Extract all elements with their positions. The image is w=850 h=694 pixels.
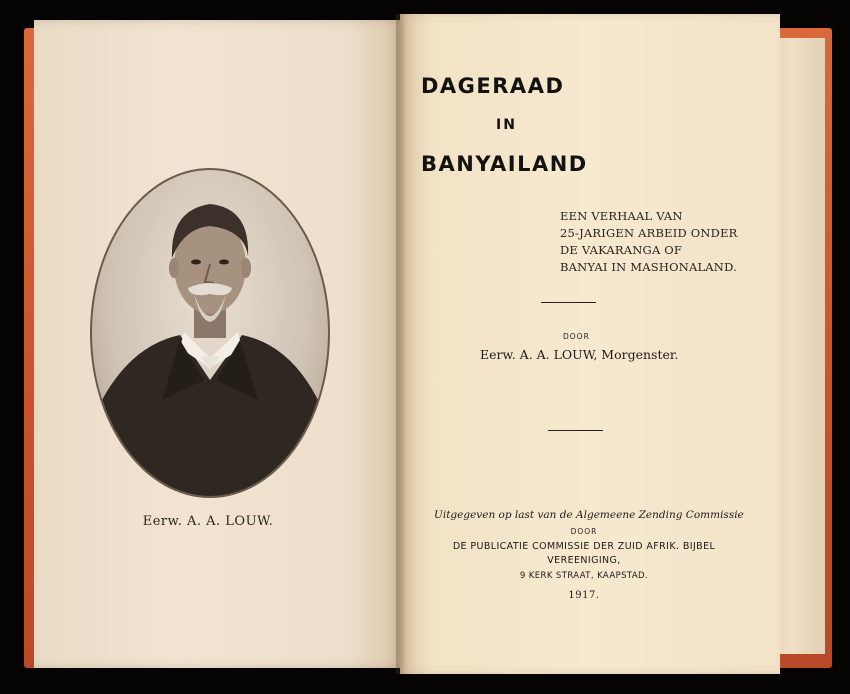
published-on-behalf: Uitgegeven op last van de Algemeene Zending Commissie <box>434 509 744 521</box>
title-in: IN <box>496 117 517 133</box>
subtitle-line: BANYAI IN MASHONALAND. <box>560 260 737 274</box>
divider-rule <box>548 430 603 431</box>
subtitle <box>560 208 738 276</box>
subtitle-line: 25-JARIGEN ARBEID ONDER <box>560 226 738 240</box>
subtitle-line: EEN VERHAAL VAN <box>560 209 683 223</box>
spine-gutter <box>396 14 406 674</box>
door-label: DOOR <box>563 332 590 341</box>
publisher-name <box>434 540 734 568</box>
author-portrait <box>90 168 330 498</box>
door-label: DOOR <box>570 527 598 536</box>
publisher-address: 9 KERK STRAAT, KAAPSTAD. <box>519 571 649 581</box>
publisher-line: VEREENIGING, <box>547 555 621 566</box>
publisher-line: DE PUBLICATIE COMMISSIE DER ZUID AFRIK. BIJBEL <box>452 541 716 552</box>
divider-rule <box>541 302 596 303</box>
subtitle-line: DE VAKARANGA OF <box>560 243 683 257</box>
publication-year: 1917. <box>568 590 600 601</box>
author-line: Eerw. A. A. LOUW, Morgenster. <box>480 347 679 362</box>
portrait-illustration <box>92 170 328 496</box>
portrait-caption: Eerw. A. A. LOUW. <box>142 514 274 529</box>
title-line-2: BANYAILAND <box>421 152 588 176</box>
title-line-1: DAGERAAD <box>421 74 565 98</box>
